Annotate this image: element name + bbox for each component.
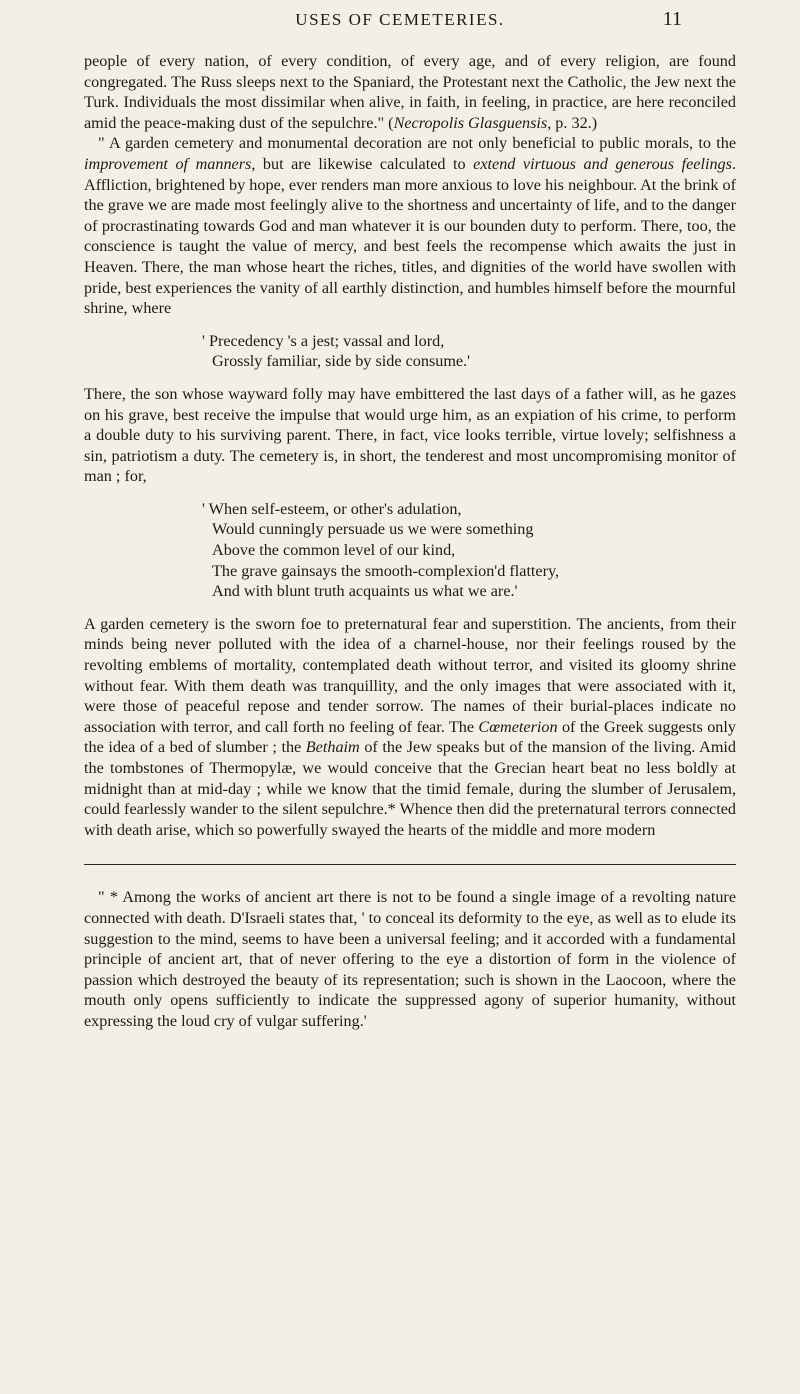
verse-quote-2 [202, 499, 736, 602]
paragraph-2: " A garden cemetery and monumental decoration are not only beneficial to public morals, to the improvement of manners, but are likewise calculated to extend virtuous and generous feelings. Affliction, brightened by hope, ever renders man more anxious to love his neighbour. At the brink of the grave we are made most feelingly alive to the shortness and uncertainty of life, and to the danger of procrastinating towards God and man whatever it is our bounden duty to perform. There, too, the conscience is taught the value of mercy, and best feels the recompense which awaits the just in Heaven. There, the man whose heart the riches, titles, and dignities of the world have swollen with pride, best experiences the vanity of all earthly distinction, and humbles himself before the mournful shrine, where [84, 134, 736, 318]
paragraph-3: There, the son whose wayward folly may have embittered the last days of a father will, as he gazes on his grave, best receive the impulse that would urge him, as an expiation of his crime, to perform a double duty to his surviving parent. There, in fact, vice looks terrible, virtue lovely; selfishness a sin, patriotism a duty. The cemetery is, in short, the tenderest and most uncompromising monitor of man ; for, [84, 384, 736, 486]
verse-line: The grave gainsays the smooth-complexion'd flattery, [212, 561, 560, 580]
verse-line: ' Precedency 's a jest; vassal and lord, [202, 331, 445, 350]
verse-line: And with blunt truth acquaints us what we are.' [212, 582, 518, 601]
verse-line: ' When self-esteem, or other's adulation, [202, 499, 462, 518]
running-head: USES OF CEMETERIES. [295, 10, 505, 29]
main-text [84, 51, 736, 1032]
verse-line: Would cunningly persuade us we were something [212, 520, 534, 539]
paragraph-4: A garden cemetery is the sworn foe to preternatural fear and superstition. The ancients, from their minds being never polluted with the idea of a charnel-house, nor their feelings roused by the revolting emblems of mortality, contemplated death without terror, and visited its gloomy shrine without fear. With them death was tranquillity, and the only images that were associated with it, were those of peaceful repose and tender sorrow. The names of their burial-places indicate no association with terror, and call forth no feeling of fear. The Cœmeterion of the Greek suggests only the idea of a bed of slumber ; the Bethaim of the Jew speaks but of the mansion of the living. Amid the tombstones of Thermopylæ, we would conceive that the Grecian heart beat no less boldly at midnight than at mid-day ; while we know that the timid female, during the slumber of Jerusalem, could fearlessly wander to the silent sepulchre.* Whence then did the preternatural terrors connected with death arise, which so powerfully swayed the hearts of the middle and more modern [84, 614, 737, 839]
footnote: " * Among the works of ancient art there is not to be found a single image of a revolting nature connected with death. D'Israeli states that, ' to conceal its deformity to the eye, as well as to elude its suggestion to the mind, seems to have been a universal feeling; and it accorded with a fundamental principle of ancient art, that of never offering to the eye a distortion of form in the violence of passion which destroyed the beauty of its representation; such is shown in the Laocoon, where the mouth only opens sufficiently to indicate the suppressed agony of superior humanity, without expressing the loud cry of vulgar suffering.' [84, 888, 736, 1030]
page-header [0, 6, 800, 36]
footnote-divider [84, 864, 736, 865]
paragraph-1: people of every nation, of every condition, of every age, and of every religion, are found congregated. The Russ sleeps next to the Spaniard, the Protestant next the Catholic, the Jew next the Turk. Individuals the most dissimilar when alive, in faith, in feeling, in practice, are here reconciled amid the peace-making dust of the sepulchre." (Necropolis Glasguensis, p. 32.) [84, 52, 736, 132]
page-number: 11 [662, 8, 682, 30]
verse-quote-1 [202, 331, 736, 372]
verse-line: Above the common level of our kind, [212, 541, 456, 560]
verse-line: Grossly familiar, side by side consume.' [212, 352, 471, 371]
